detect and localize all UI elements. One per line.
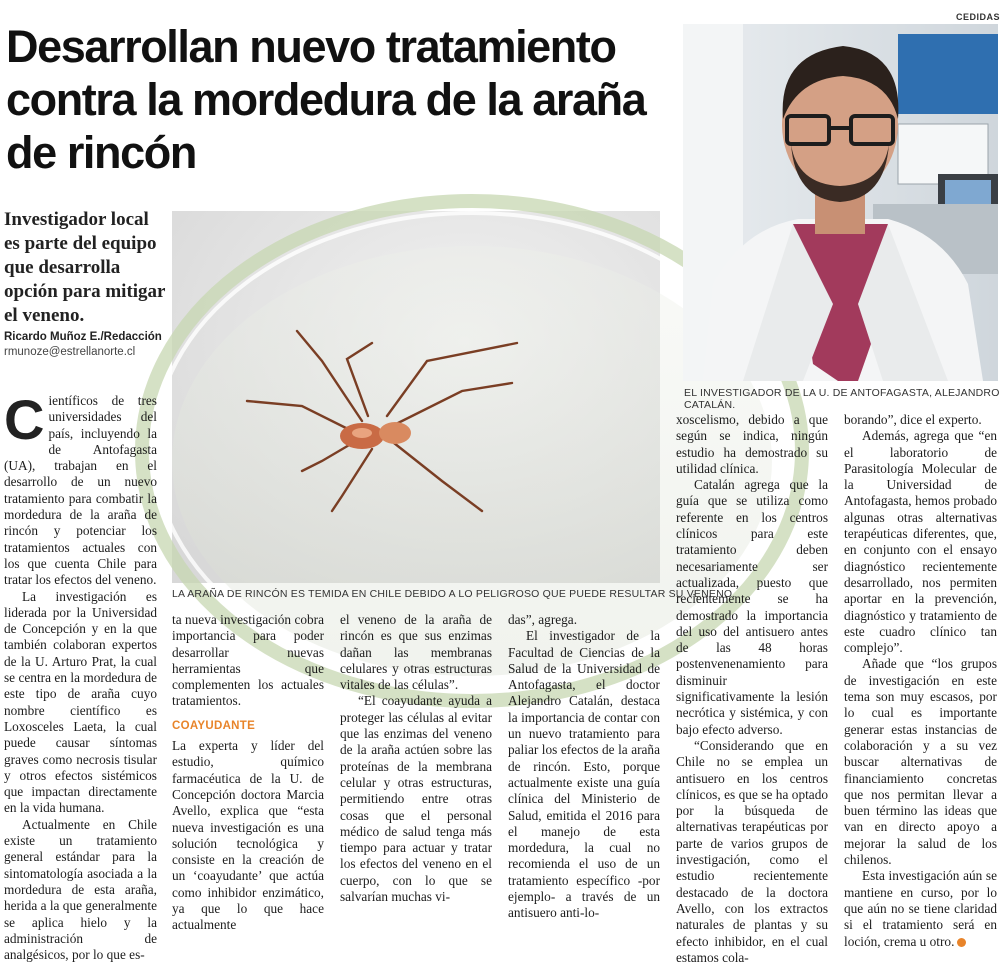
body-paragraph: “El coayudante ayuda a proteger las células al evitar que las enzimas del veneno de la araña actúen sobre las proteínas de la membrana celular y otras estructuras, permitiendo entre otras cosas que el personal médico de salud tenga más tiempo para actuar y tratar los efectos del veneno en el cuerpo, con lo que se salvarían muchas vi- [340, 693, 492, 905]
body-column-6 [844, 412, 997, 950]
spider-caption: LA ARAÑA DE RINCÓN ES TEMIDA EN CHILE DEBIDO A LO PELIGROSO QUE PUEDE RESULTAR SU VENENO. [172, 588, 736, 600]
body-column-4 [508, 612, 660, 922]
body-paragraph: Añade que “los grupos de investigación en este tema son muy escasos, por lo cual es importante generar estas instancias de colaboración y a su vez buscar alternativas de financiamiento concretas que nos permitan llevar a buen término las ideas que van en directo apoyo a mejorar la salud de los chilenos. [844, 656, 997, 868]
body-paragraph: “Considerando que en Chile no se emplea un antisuero en los centros clínicos, es que se ha optado por la búsqueda de alternativas terapéuticas por parte de varios grupos de investigación, como el estudio recientemente destacado de la doctora Avello, con los extractos naturales de plantas y su efecto inhibidor, en el cual estamos cola- [676, 737, 828, 965]
body-paragraph: das”, agrega. [508, 612, 578, 627]
body-paragraph: La investigación es liderada por la Universidad de Concepción y en la que también colaboran expertos de la U. Arturo Prat, la cual se centra en la mordedura de este tipo de araña cuyo nombre científico es Loxosceles Laeta, la cual puede causar síntomas graves como necrosis tisular y otros efectos sistémicos que impactan directamente en la vida humana. [4, 588, 157, 816]
spider-photo [172, 211, 660, 583]
researcher-photo [683, 24, 998, 381]
body-column-2 [172, 612, 324, 934]
body-paragraph: el veneno de la araña de rincón es que sus enzimas dañan las membranas celulares y otras estructuras vitales de las células”. [340, 612, 492, 693]
deck-summary: Investigador local es parte del equipo que desarrolla opción para mitigar el veneno. [4, 209, 166, 326]
end-of-article-icon [957, 938, 966, 947]
body-paragraph: Actualmente en Chile existe un tratamiento general estándar para la sintomatología asociada a la mordedura de esta araña, herida a la que generalmente se aplica hielo y la administración de analgésicos, por lo que es- [4, 816, 157, 963]
body-paragraph: Científicos de tres universidades del país, incluyendo la de Antofagasta (UA), trabajan en el desarrollo de un nuevo tratamiento para combatir la mordedura de la araña de rincón y potenciar los tratamientos actuales con los que cuenta Chile para tratar los efectos del veneno. [4, 388, 157, 588]
body-paragraph: ta nueva investigación cobra importancia para poder desarrollar nuevas herramientas que complementen los actuales tratamientos. [172, 612, 324, 709]
researcher-illustration [683, 24, 998, 381]
byline: Ricardo Muñoz E./Redacción [4, 331, 162, 343]
body-paragraph: xoscelismo, debido a que según se indica, ningún estudio ha demostrado su utilidad clínica. [676, 412, 828, 476]
researcher-caption: EL INVESTIGADOR DE LA U. DE ANTOFAGASTA, ALEJANDRO CATALÁN. [684, 387, 1000, 411]
spider-illustration [172, 211, 660, 583]
body-column-5 [676, 412, 828, 966]
body-paragraph: La experta y líder del estudio, químico farmacéutica de la U. de Concepción doctora Marcia Avello, explica que “esta nueva investigación es una solución tecnológica y consiste en la creación de un ‘coayudante’ que actúa como inhibidor enzimático, ya que lo que hace actualmente [172, 738, 324, 933]
headline: Desarrollan nuevo tratamiento contra la mordedura de la araña de rincón [6, 21, 646, 178]
body-column-1 [4, 388, 157, 963]
body-paragraph: El investigador de la Facultad de Ciencias de la Salud de la Universidad de Antofagasta, el doctor Alejandro Catalán, destaca la importancia de contar con un nuevo tratamiento para paliar los efectos de la araña de rincón. Esto, porque actualmente existe una guía clínica del Ministerio de Salud, emitida el 2016 para el manejo de esta mordedura, la cual no recomienda el uso de un tratamiento específico -por ejemplo- a través de un antisuero anti-lo- [508, 628, 660, 921]
section-subhead: COAYUDANTE [172, 719, 256, 732]
photo-credit: CEDIDAS [956, 12, 1000, 22]
body-paragraph: Además, agrega que “en el laboratorio de Parasitología Molecular de la Universidad de Antofagasta, hemos probado algunas otras alternativas terapéuticas diferentes, que, en conjunto con el ensayo diagnóstico recientemente desarrollado, nos permiten aportar en la prevención, diagnóstico y tratamiento de este cuadro clínico tan complejo”. [844, 428, 997, 656]
body-paragraph: Esta investigación aún se mantiene en curso, por lo que aún no se tiene claridad si el tratamiento será en loción, crema u otro. [844, 868, 997, 949]
body-paragraph: borando”, dice el experto. [844, 412, 982, 427]
author-email: rmunoze@estrellanorte.cl [4, 346, 136, 358]
body-paragraph: Catalán agrega que la guía que se utiliza como referente en los centros clínicos para este tratamiento deben necesariamente ser actualizada, puesto que recientemente se ha demostrado la importancia del uso del antisuero antes de las 48 horas postenvenenamiento para disminuir significativamente la lesión necrótica y sistémica, y con bajo efecto adverso. [676, 477, 828, 737]
drop-cap: C [4, 388, 45, 451]
body-column-3 [340, 612, 492, 905]
